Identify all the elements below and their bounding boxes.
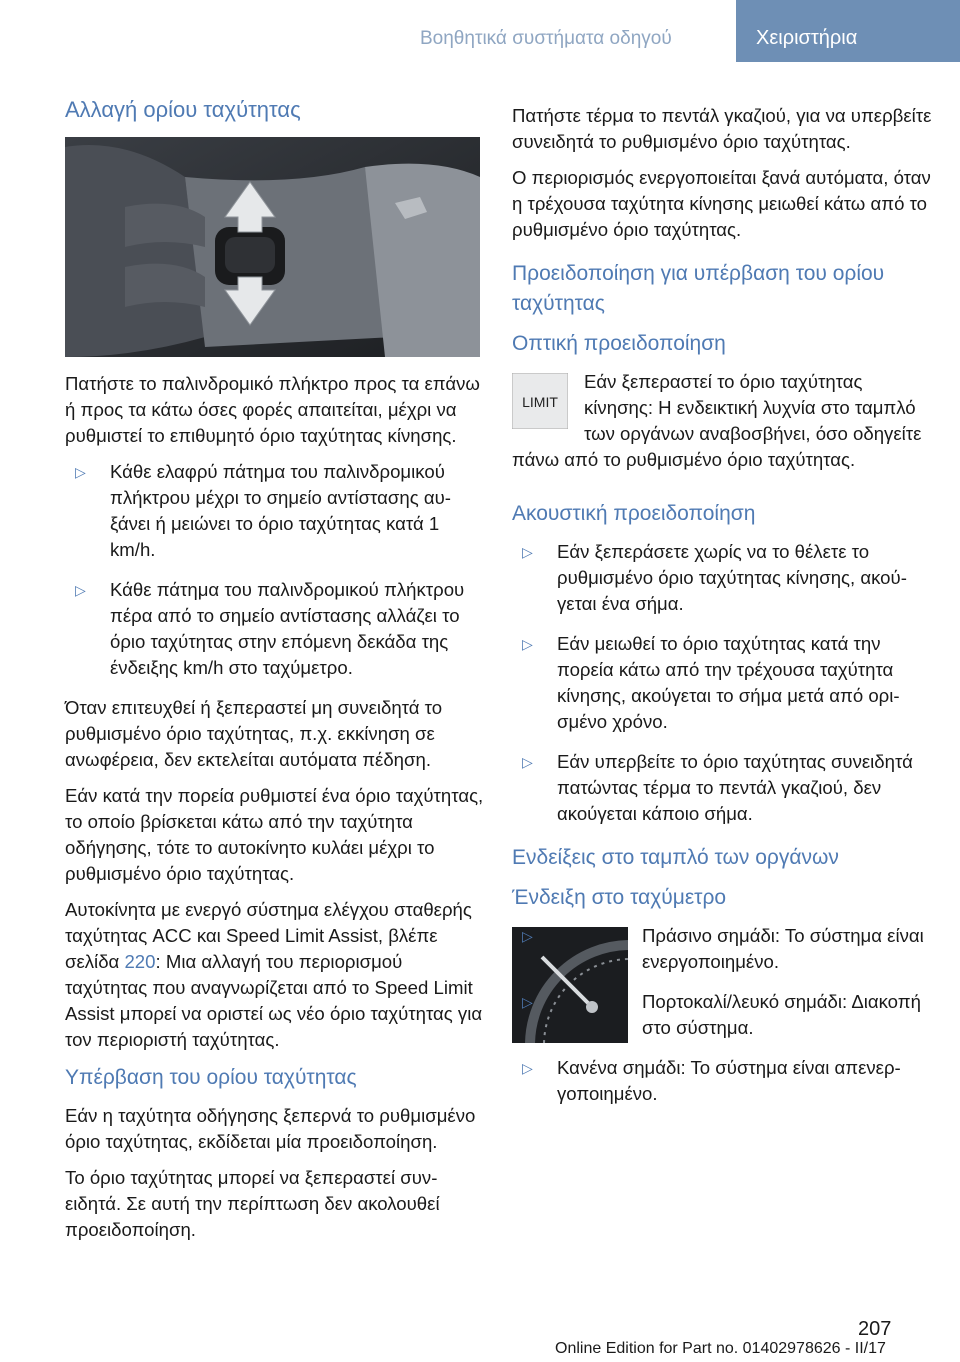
list-item-text: Κανένα σημάδι: Το σύστημα είναι απενεργοποιημένο.: [557, 1057, 901, 1104]
steering-wheel-rocker-photo: [65, 137, 480, 357]
triangle-bullet-icon: ▷: [522, 994, 533, 1010]
list-item-text: Πράσινο σημάδι: Το σύστημα είναι ενεργοποιημένο.: [642, 925, 924, 972]
list-item-text: Εάν ξεπεράσετε χωρίς να το θέλετε το ρυθμισμένο όριο ταχύτητας κίνησης, ακούγεται ένα σήμα.: [557, 541, 907, 614]
triangle-bullet-icon: ▷: [75, 582, 86, 598]
subtitle-visual-warning: Οπτική προειδοποίηση: [512, 332, 726, 355]
list-item: [512, 631, 932, 735]
page-reference-link[interactable]: 220: [124, 951, 156, 972]
triangle-bullet-icon: ▷: [522, 1060, 533, 1076]
left-column: [65, 95, 485, 1253]
list-item: [65, 577, 485, 681]
paragraph-acc-speed-limit-assist: Αυτοκίνητα με ενεργό σύστημα ελέγχου σταθερής ταχύτητας ACC και Speed Limit Assist, βλέπε σελίδα 220: Μια αλλαγή του περιορισμού ταχύτητας που αναγνωρίζεται από το Speed Limit Assist μπορεί να οριστεί ως νέο όριο ταχύτητας για τον περιοριστή ταχύτητας.: [65, 899, 483, 1050]
triangle-bullet-icon: ▷: [522, 544, 533, 560]
rocker-switch-illustration: [65, 137, 480, 357]
list-item-text: Εάν μειωθεί το όριο ταχύτητας κατά την πορεία κάτω από την τρέχουσα ταχύτητα κίνησης, ακούγεται το σήμα μετά από ορισμένο χρόνο.: [557, 633, 900, 732]
list-item-text: Κάθε πάτημα του παλινδρομικού πλήκτρου πέρα από το σημείο αντίστασης αλλάζει το όριο ταχύτητας στην επόμενη δεκάδα της ένδειξης km/h στο ταχύμετρο.: [110, 579, 465, 678]
limit-label: LIMIT: [522, 394, 558, 410]
paragraph-kickdown: Πατήστε τέρμα το πεντάλ γκαζιού, για να υπερβείτε συνειδητά το ρυθμισμένο όριο ταχύτητας.: [512, 105, 932, 152]
list-item: [512, 923, 932, 975]
list-item: [512, 989, 932, 1041]
list-item-text: Πορτοκαλί/λευκό σημάδι: Διακοπή στο σύστημα.: [642, 991, 921, 1038]
triangle-bullet-icon: ▷: [75, 464, 86, 480]
list-item-text: Κάθε ελαφρύ πάτημα του παλινδρομικού πλήκτρου μέχρι το σημείο αντίστασης αυξάνει ή μειώνει το όριο ταχύτητας κατά 1 km/h.: [110, 461, 451, 560]
list-item: [512, 539, 932, 617]
limit-indicator-icon: [512, 373, 568, 429]
list-item: [65, 459, 485, 563]
triangle-bullet-icon: ▷: [522, 754, 533, 770]
rocker-bullet-list: [65, 459, 485, 681]
section-title-exceed-warning: Προειδοποίηση για υπέρβαση του ορίου ταχύτητας: [512, 262, 885, 315]
header-section-title: Βοηθητικά συστήματα οδηγού: [420, 28, 672, 49]
page-header: [0, 0, 960, 62]
triangle-bullet-icon: ▷: [522, 636, 533, 652]
section-title-instrument-displays: Ενδείξεις στο ταμπλό των οργάνων: [512, 846, 839, 869]
page-number: 207: [858, 1318, 892, 1340]
triangle-bullet-icon: ▷: [522, 928, 533, 944]
subtitle-speedometer-display: Ένδειξη στο ταχύμετρο: [512, 886, 727, 909]
right-column: [512, 103, 932, 1121]
section-title-change-limit: Αλλαγή ορίου ταχύτητας: [65, 97, 301, 122]
paragraph-auto-reactivate: Ο περιορισμός ενεργοποιείται ξανά αυτόματα, όταν η τρέχουσα ταχύτητα κίνησης μειωθεί κάτω από το ρυθμισμένο όριο ταχύτητας.: [512, 167, 931, 240]
paragraph-visual-warning: Εάν ξεπεραστεί το όριο ταχύτητας κίνησης: Η ενδεικτική λυχνία στο ταμπλό των οργάνων αναβοσβήνει, όσο οδηγείτε πάνω από το ρυθμισμένο όριο ταχύτητας.: [512, 371, 922, 470]
list-item: [512, 749, 932, 827]
paragraph-warning-issued: Εάν η ταχύτητα οδήγησης ξεπερνά το ρυθμισμένο όριο ταχύτητας, εκδίδεται μία προειδοποίηση.: [65, 1105, 476, 1152]
paragraph-exceed-consciously: Το όριο ταχύτητας μπορεί να ξεπεραστεί συνειδητά. Σε αυτή την περίπτωση δεν ακολουθεί προειδοποίηση.: [65, 1167, 440, 1240]
audio-bullet-list: [512, 539, 932, 827]
edition-footer: Online Edition for Part no. 01402978626 - II/17: [555, 1340, 886, 1357]
list-item: [512, 1055, 932, 1107]
intro-paragraph: Πατήστε το παλινδρομικό πλήκτρο προς τα επάνω ή προς τα κάτω όσες φορές απαιτείται, μέχρι να ρυθμιστεί το επιθυμητό όριο ταχύτητας κίνησης.: [65, 373, 480, 446]
subtitle-audio-warning: Ακουστική προειδοποίηση: [512, 502, 756, 525]
speedo-bullet-list: [512, 923, 932, 1107]
header-tab[interactable]: Χειριστήρια: [736, 0, 960, 62]
paragraph-rolls-to-limit: Εάν κατά την πορεία ρυθμιστεί ένα όριο ταχύτητας, το οποίο βρίσκεται κάτω από την ταχύτητα οδήγησης, τότε το αυτοκίνητο κυλάει μέχρι το ρυθμισμένο όριο ταχύτητας.: [65, 785, 484, 884]
list-item-text: Εάν υπερβείτε το όριο ταχύτητας συνειδητά πατώντας τέρμα το πεντάλ γκαζιού, δεν ακούγεται κάποιο σήμα.: [557, 751, 913, 824]
paragraph-no-braking: Όταν επιτευχθεί ή ξεπεραστεί μη συνειδητά το ρυθμισμένο όριο ταχύτητας, π.χ. εκκίνηση σε ανωφέρεια, δεν εκτελείται αυτόματα πέδηση.: [65, 697, 443, 770]
subtitle-exceed-limit: Υπέρβαση του ορίου ταχύτητας: [65, 1066, 357, 1089]
